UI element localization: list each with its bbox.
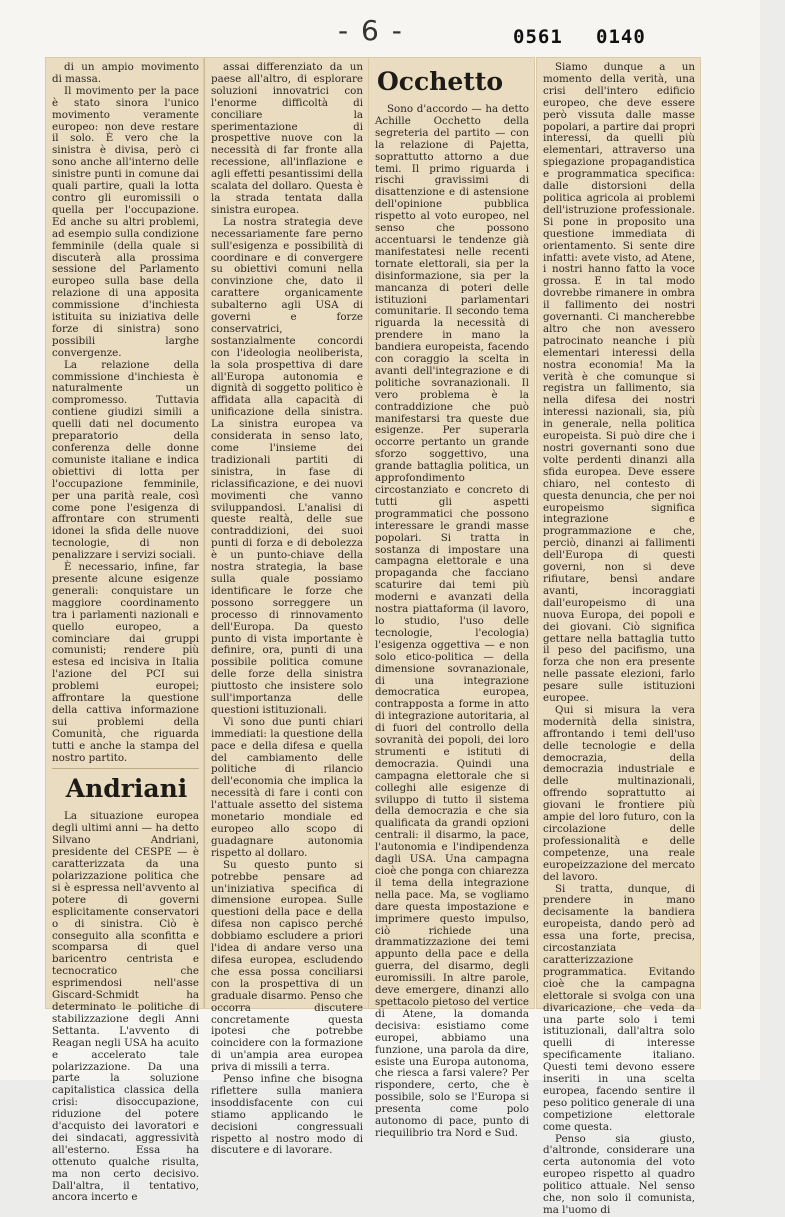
- newspaper-column-1: [46, 58, 204, 1204]
- column-paragraph: Vi sono due punti chiari immediati: la questione della pace e della difesa e quella del cambiamento delle politiche di rilancio dell'economia che implica la necessità di fare i conti con l'attuale assetto del sistema monetario mondiale ed europeo allo scopo di guadagnare autonomia rispetto al dollaro.: [211, 715, 363, 859]
- column-paragraph: La nostra strategia deve necessariamente fare perno sull'esigenza e possibilità di coordinare e di convergere su obiettivi comuni nella convinzione che, dato il carattere organicamente subalterno agli USA di governi e forze conservatrici, sostanzialmente concordi con l'ideologia neoliberista, la sola prospettiva di dare all'Europa autonomia e dignità di soggetto politico è affidata alla capacità di unificazione della sinistra. La sinistra europea va considerata in senso lato, come l'insieme dei tradizionali partiti di sinistra, in fase di riclassificazione, e dei nuovi movimenti che vanno sviluppandosi. L'analisi di queste realtà, delle sue contraddizioni, dei suoi punti di forza e di debolezza è un punto-chiave della nostra strategia, la base sulla quale possiamo identificare le forze che possono sorreggere un processo di rinnovamento dell'Europa. Da questo punto di vista importante è definire, ora, punti di una possibile politica comune delle forze della sinistra piuttosto che insistere solo sull'importanza delle questioni istituzionali.: [211, 215, 363, 716]
- newspaper-column-4: [537, 58, 700, 1216]
- column-paragraph: La situazione europea degli ultimi anni — ha detto Silvano Andriani, presidente del CESPE — è caratterizzata da una polarizzazione politica che si è espressa nell'avvento al potere di governi esplicitamente conservatori o di sinistra. Ciò è conseguito alla sconfitta e scomparsa di quel baricentro centrista e tecnocratico che esprimendosi nell'asse Giscard-Schmidt ha determinato le politiche di stabilizzazione degli Anni Settanta. L'avvento di Reagan negli USA ha acuito e accelerato tale polarizzazione. Da una parte la soluzione capitalistica classica della crisi: disoccupazione, riduzione del potere d'acquisto dei lavoratori e dei sindacati, aggressività all'esterno. Essa ha ottenuto qualche risulta, ma non certo decisivo. Dall'altra, il tentativo, ancora incerto e: [52, 810, 199, 1204]
- column-paragraph: Sono d'accordo — ha detto Achille Occhetto della segreteria del partito — con la relazione di Pajetta, soprattutto attorno a due temi. Il primo riguarda i rischi gravissimi di disattenzione e di astensione dell'opinione pubblica rispetto al voto europeo, nel senso che possono accentuarsi le tendenze già manifestatesi nelle recenti tornate elettorali, sia per la disinformazione, sia per la mancanza di poteri delle istituzioni parlamentari comunitarie. Il secondo tema riguarda la necessità di prendere in mano la bandiera europeista, facendo con coraggio la scelta in avanti dell'integrazione e di politiche sovranazionali. Il vero problema è la contraddizione che può manifestarsi tra queste due esigenze. Per superarla occorre pertanto un grande sforzo soggettivo, una grande battaglia politica, un approfondimento circostanziato e concreto di tutti gli aspetti programmatici che possono interessare le grandi masse popolari. Si tratta in sostanza di impostare una campagna elettorale e una propaganda che facciano scaturire dai temi più moderni e avanzati della nostra piattaforma (il lavoro, lo studio, l'uso delle tecnologie, l'ecologia) l'esigenza oggettiva — e non solo etico-politica — della dimensione sovranazionale, di una integrazione democratica europea, contrapposta a forme in atto di integrazione autoritaria, al di fuori del controllo della sovranità dei popoli, dei loro strumenti e istituti di democrazia. Quindi una campagna elettorale che si colleghi alle esigenze di sviluppo di tutto il sistema della democrazia e che sia qualificata da grandi opzioni centrali: il disarmo, la pace, l'autonomia e l'indipendenza dagli USA. Una campagna cioè che ponga con chiarezza il tema della integrazione nella pace. Ma, se vogliamo dare questa impostazione e imprimere questo impulso, ciò richiede una drammatizzazione dei temi appunto della pace e della guerra, del disarmo, degli euromissili. In altre parole, deve emergere, dinanzi allo spettacolo pietoso del vertice di Atene, la domanda decisiva: esistiamo come europei, abbiamo una funzione, una parola da dire, esiste una Europa autonoma, che riesca a farsi valere? Per rispondere, certo, che è possibile, solo se l'Europa si presenta come polo autonomo di pace, punto di riequilibrio tra Nord e Sud.: [375, 103, 529, 1139]
- column-paragraph: Si tratta, dunque, di prendere in mano decisamente la bandiera europeista, dando però ad essa una forte, precisa, circostanziata caratterizzazione programmatica. Evitando cioè che la campagna elettorale si svolga con una divaricazione, che veda da una parte solo i temi istituzionali, dall'altra solo quelli di interesse specificamente italiano. Questi temi devono essere inseriti in una scelta europea, facendo sentire il peso politico generale di una competizione elettorale come questa.: [543, 882, 695, 1133]
- column-paragraph: La relazione della commissione d'inchiesta è naturalmente un compromesso. Tuttavia contiene giudizi simili a quelli dati nel documento preparatorio della conferenza delle donne comuniste italiane e indica obiettivi di lotta per l'occupazione femminile, per una parità reale, così come pone l'esigenza di affrontare con strumenti idonei la sfida delle nuove tecnologie, di non penalizzare i servizi sociali.: [52, 358, 199, 562]
- archive-stamp-right: 0140: [596, 26, 646, 48]
- column-paragraph: Penso infine che bisogna riflettere sulla maniera insoddisfacente con cui stiamo applicando le decisioni congressuali rispetto al nostro modo di discutere e di lavorare.: [211, 1073, 363, 1157]
- archive-stamp-left: 0561: [513, 26, 563, 48]
- column-paragraph: di un ampio movimento di massa.: [52, 61, 199, 85]
- speaker-heading-occhetto: Occhetto: [377, 67, 504, 96]
- column-paragraph: Siamo dunque a un momento della verità, una crisi dell'intero edificio europeo, che deve essere però vissuta dalle masse popolari, a partire dai propri interessi, da quelli più elementari, attraverso una spiegazione propagandistica e programmatica specifica: dalle distorsioni della politica agricola ai problemi dell'istruzione professionale. Si pone in proposito una questione immediata di orientamento. Si sente dire infatti: avete visto, ad Atene, i nostri hanno fatto la voce grossa. E in tal modo dovrebbe rimanere in ombra il fallimento dei nostri governanti. Ci mancherebbe altro che non avessero patrocinato neanche i più elementari interessi della nostra economia! Ma la verità è che comunque si registra un fallimento, sia nella difesa dei nostri interessi nazionali, sia, più in generale, nella politica europeista. Si può dire che i nostri governanti sono due volte perdenti dinanzi alla sfida europea. Deve essere chiaro, nel contesto di questa denuncia, che per noi europeismo significa integrazione e programmazione e che, perciò, dinanzi ai fallimenti dell'Europa di questi governi, non si deve rifiutare, bensì andare avanti, incoraggiati dall'europeismo di una nuova Europa, dei popoli e dei giovani. Ciò significa gettare nella battaglia tutto il peso del pacifismo, una forza che non era presente nelle passate elezioni, farlo pesare sulle istituzioni europee.: [543, 61, 695, 705]
- newspaper-column-3: [369, 58, 534, 1139]
- column-paragraph: assai differenziato da un paese all'altro, di esplorare soluzioni innovatrici con l'enorme difficoltà di conciliare la sperimentazione di prospettive nuove con la necessità di far fronte alla recessione, all'inflazione e agli effetti pesantissimi della scalata del dollaro. Questa è la strada tentata dalla sinistra europea.: [211, 61, 363, 216]
- newspaper-column-2: [204, 58, 368, 1157]
- speaker-heading-andriani: Andriani: [65, 774, 188, 804]
- column-paragraph: È necessario, infine, far presente alcune esigenze generali: conquistare un maggiore coordinamento tra i parlamenti nazionali e quello europeo, a cominciare dai gruppi comunisti; rendere più estesa ed incisiva in Italia l'azione del PCI sui problemi europei; affrontare la questione della cattiva informazione sui problemi della Comunità, che riguarda tutti e anche la stampa del nostro partito.: [52, 561, 199, 764]
- section-divider: [52, 768, 199, 769]
- column-paragraph: Qui si misura la vera modernità della sinistra, affrontando i temi dell'uso delle tecnologie e della democrazia, della democrazia industriale e delle multinazionali, offrendo soprattutto ai giovani le frontiere più ampie del loro futuro, con la circolazione delle professionalità e delle competenze, una reale europeizzazione del mercato del lavoro.: [543, 703, 695, 883]
- column-paragraph: Penso sia giusto, d'altronde, considerare una certa autonomia del voto europeo rispetto al quadro politico attuale. Nel senso che, non solo il comunista, ma l'uomo di: [543, 1132, 695, 1216]
- page-number: - 6 -: [338, 14, 404, 47]
- column-paragraph: Il movimento per la pace è stato sinora l'unico movimento veramente europeo: non deve restare il solo. È vero che la sinistra è divisa, però ci sono anche all'interno delle sinistre punti in comune dai quali partire, quali la lotta contro gli euromissili o quella per l'occupazione. Ed anche su altri problemi, ad esempio sulla condizione femminile (della quale si discuterà alla prossima sessione del Parlamento europeo sulla base della relazione di una apposita commissione d'inchiesta istituita su iniziativa delle forze di sinistra) sono possibili larghe convergenze.: [52, 84, 199, 359]
- column-paragraph: Su questo punto si potrebbe pensare ad un'iniziativa specifica di dimensione europea. Sulle questioni della pace e della difesa non capisco perché dobbiamo escludere a priori l'idea di andare verso una difesa europea, escludendo che essa possa conciliarsi con la prospettiva di un graduale disarmo. Penso che occorra discutere concretamente questa ipotesi che potrebbe coincidere con la formazione di un'ampia area europea priva di missili a terra.: [211, 858, 363, 1074]
